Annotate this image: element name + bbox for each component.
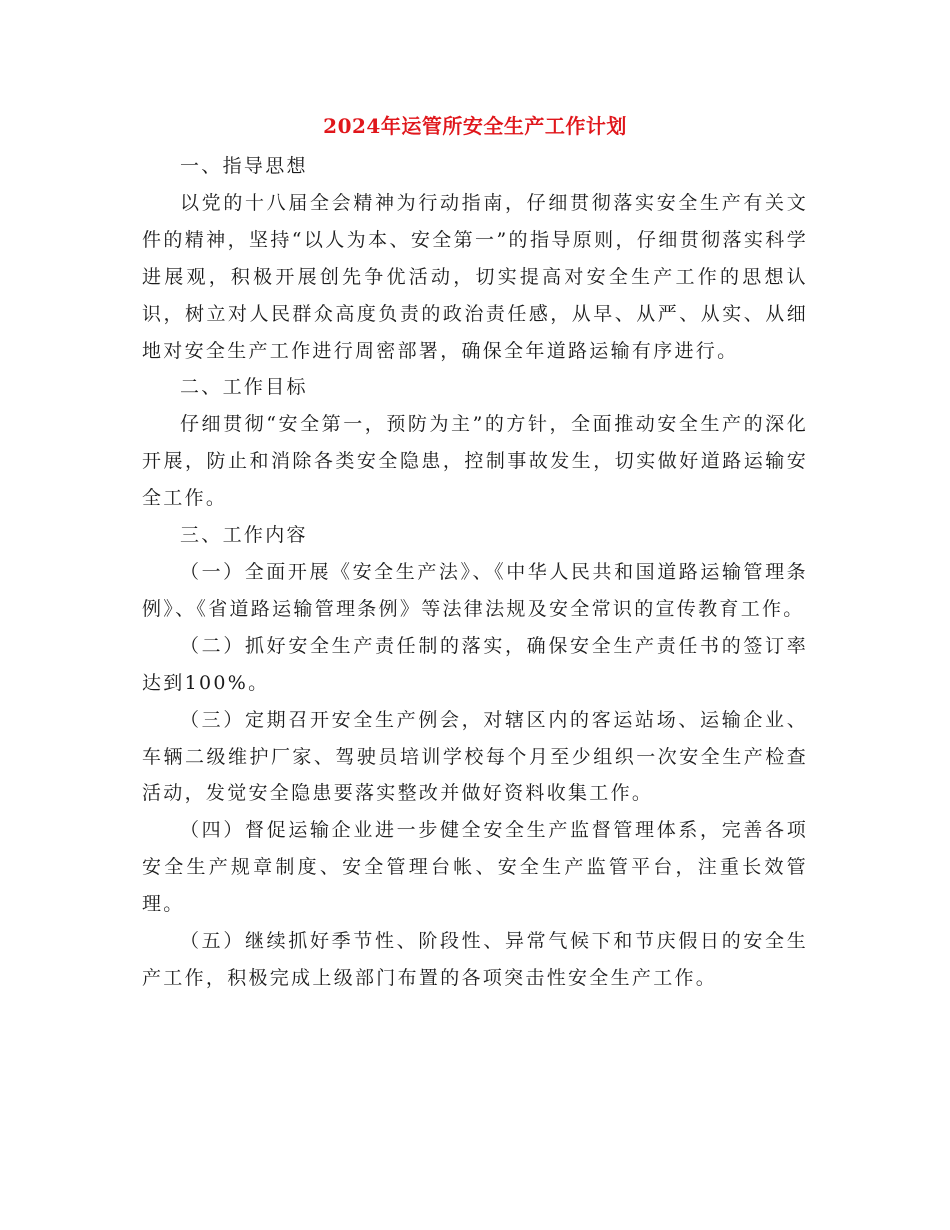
paragraph-item-3: （三）定期召开安全生产例会，对辖区内的客运站场、运输企业、车辆二级维护厂家、驾驶员培训学校每个月至少组织一次安全生产检查活动，发觉安全隐患要落实整改并做好资料收集工作。: [142, 708, 808, 805]
document-title: 2024年运管所安全生产工作计划: [323, 114, 627, 138]
paragraph-item-2: （二）抓好安全生产责任制的落实，确保安全生产责任书的签订率达到100%。: [142, 634, 808, 694]
section-heading-guiding-ideology: 一、指导思想: [180, 155, 308, 177]
section-heading-work-content: 三、工作内容: [180, 524, 308, 547]
document-body: [142, 108, 808, 997]
paragraph-guiding-ideology: 以党的十八届全会精神为行动指南，仔细贯彻落实安全生产有关文件的精神，坚持“以人为本、安全第一”的指导原则，仔细贯彻落实科学进展观，积极开展创先争优活动，切实提高对安全生产工作的思想认识，树立对人民群众高度负责的政治责任感，从早、从严、从实、从细地对安全生产工作进行周密部署，确保全年道路运输有序进行。: [142, 191, 808, 362]
paragraph-item-1: （一）全面开展《安全生产法》、《中华人民共和国道路运输管理条例》、《省道路运输管理条例》等法律法规及安全常识的宣传教育工作。: [142, 560, 808, 620]
section-heading-work-goals: 二、工作目标: [180, 376, 308, 399]
paragraph-work-goals: 仔细贯彻“安全第一，预防为主”的方针，全面推动安全生产的深化开展，防止和消除各类安全隐患，控制事故发生，切实做好道路运输安全工作。: [142, 413, 808, 510]
paragraph-item-4: （四）督促运输企业进一步健全安全生产监督管理体系，完善各项安全生产规章制度、安全管理台帐、安全生产监管平台，注重长效管理。: [142, 819, 808, 916]
paragraph-item-5: （五）继续抓好季节性、阶段性、异常气候下和节庆假日的安全生产工作，积极完成上级部门布置的各项突击性安全生产工作。: [142, 930, 808, 989]
